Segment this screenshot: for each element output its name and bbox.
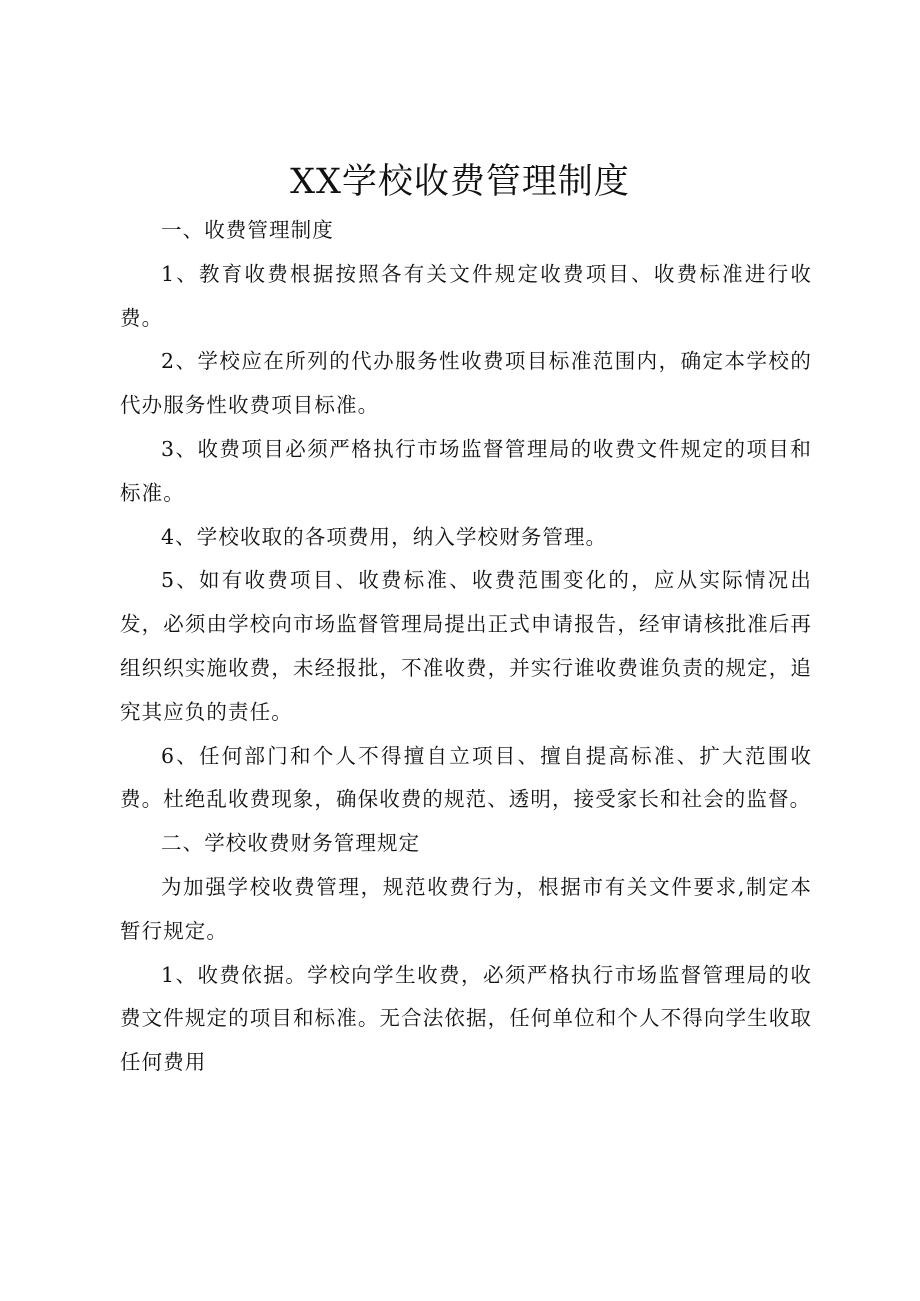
document-title: XX学校收费管理制度 [290,162,630,202]
paragraph: 为加强学校收费管理，规范收费行为，根据市有关文件要求,制定本暂行规定。 [120,874,812,943]
paragraph: 5、如有收费项目、收费标准、收费范围变化的，应从实际情况出发，必须由学校向市场监督管理局提出正式申请报告，经审请核批准后再组织织实施收费，未经报批，不准收费，并实行谁收费谁负责的规定，追究其应负的责任。 [120,568,812,724]
paragraph: 3、收费项目必须严格执行市场监督管理局的收费文件规定的项目和标准。 [120,436,812,505]
paragraph: 6、任何部门和个人不得擅自立项目、擅自提高标准、扩大范围收费。杜绝乱收费现象，确保收费的规范、透明，接受家长和社会的监督。 [120,743,812,812]
section-heading-finance-rules: 二、学校收费财务管理规定 [161,831,421,856]
paragraph: 4、学校收取的各项费用，纳入学校财务管理。 [161,524,608,549]
paragraph: 2、学校应在所列的代办服务性收费项目标准范围内，确定本学校的代办服务性收费项目标准。 [120,349,812,418]
document-body [120,209,812,1085]
section-heading-fee-management: 一、收费管理制度 [161,218,334,242]
paragraph: 1、教育收费根据按照各有关文件规定收费项目、收费标准进行收费。 [120,261,812,330]
paragraph: 1、收费依据。学校向学生收费，必须严格执行市场监督管理局的收费文件规定的项目和标准。无合法依据，任何单位和个人不得向学生收取任何费用 [120,962,812,1075]
